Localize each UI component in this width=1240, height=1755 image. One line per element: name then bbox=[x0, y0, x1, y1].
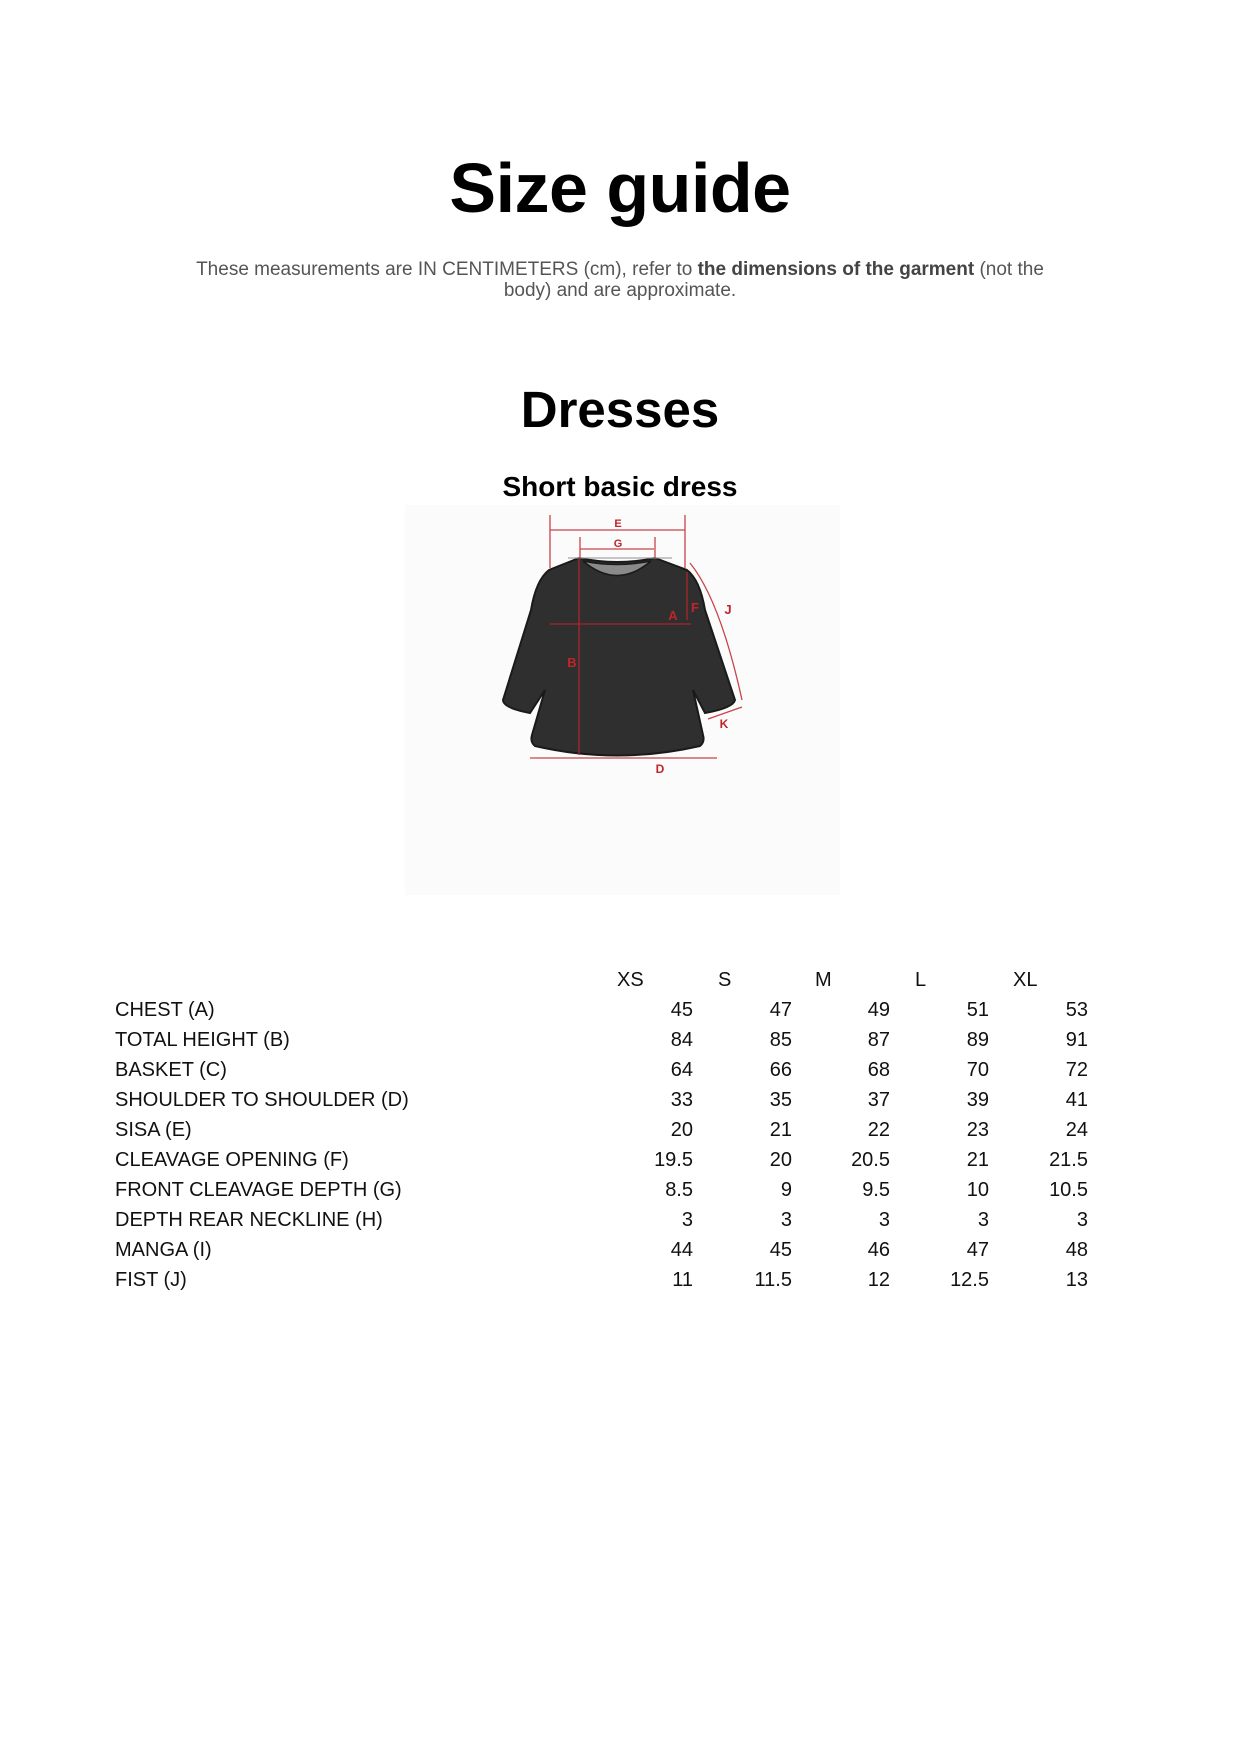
measurement-value: 3 bbox=[681, 1209, 693, 1231]
measurement-label: FRONT CLEAVAGE DEPTH (G) bbox=[115, 1179, 402, 1201]
measurement-value: 23 bbox=[966, 1119, 989, 1141]
measurement-value: 11 bbox=[672, 1269, 693, 1291]
measurement-value: 47 bbox=[769, 999, 792, 1021]
size-header-m: M bbox=[815, 969, 832, 991]
measurement-value: 64 bbox=[670, 1059, 693, 1081]
measurement-label: FIST (J) bbox=[115, 1269, 187, 1291]
measurement-value: 20 bbox=[670, 1119, 693, 1141]
measurement-value: 24 bbox=[1065, 1119, 1088, 1141]
measurement-value: 66 bbox=[769, 1059, 792, 1081]
measurement-value: 3 bbox=[977, 1209, 989, 1231]
measurement-value: 22 bbox=[867, 1119, 890, 1141]
measurement-value: 10.5 bbox=[1049, 1179, 1088, 1201]
diagram-label-a: A bbox=[668, 608, 678, 623]
diagram-label-j: J bbox=[724, 602, 732, 617]
measurement-value: 45 bbox=[670, 999, 693, 1021]
measurement-note bbox=[190, 259, 1050, 301]
measurement-value: 21 bbox=[966, 1149, 989, 1171]
measurement-value: 51 bbox=[966, 999, 989, 1021]
section-title: Dresses bbox=[520, 381, 720, 438]
measurement-value: 72 bbox=[1065, 1059, 1088, 1081]
measurement-value: 47 bbox=[966, 1239, 989, 1261]
garment-diagram bbox=[405, 505, 840, 895]
measurement-value: 87 bbox=[867, 1029, 890, 1051]
page-title: Size guide bbox=[449, 149, 791, 227]
measurement-value: 37 bbox=[867, 1089, 890, 1111]
measurement-value: 21 bbox=[769, 1119, 792, 1141]
measurement-value: 21.5 bbox=[1049, 1149, 1088, 1171]
measurement-value: 3 bbox=[878, 1209, 890, 1231]
size-header-xs: XS bbox=[617, 969, 644, 991]
measurement-value: 84 bbox=[670, 1029, 693, 1051]
measurement-value: 3 bbox=[780, 1209, 792, 1231]
measurement-label: SHOULDER TO SHOULDER (D) bbox=[115, 1089, 409, 1111]
measurement-value: 19.5 bbox=[654, 1149, 693, 1171]
diagram-label-g: G bbox=[613, 538, 623, 550]
diagram-label-e: E bbox=[614, 518, 622, 530]
measurement-value: 68 bbox=[867, 1059, 890, 1081]
measurement-value: 13 bbox=[1065, 1269, 1088, 1291]
measurement-value: 33 bbox=[670, 1089, 693, 1111]
measurement-note-text-end: (not the body) and are approximate. bbox=[503, 259, 1044, 301]
measurement-value: 35 bbox=[769, 1089, 792, 1111]
measurement-value: 9 bbox=[780, 1179, 792, 1201]
size-header-l: L bbox=[915, 969, 927, 991]
measurement-note-emphasis: the dimensions of the garment bbox=[697, 259, 975, 280]
measurement-value: 44 bbox=[670, 1239, 693, 1261]
measurement-label: CHEST (A) bbox=[115, 999, 215, 1021]
diagram-label-b: B bbox=[567, 655, 577, 670]
dress-illustration bbox=[405, 505, 840, 895]
diagram-label-d: D bbox=[655, 762, 665, 776]
measurement-label: SISA (E) bbox=[115, 1119, 192, 1141]
measurement-value: 12 bbox=[867, 1269, 890, 1291]
product-title: Short basic dress bbox=[502, 471, 738, 502]
measurement-value: 48 bbox=[1065, 1239, 1088, 1261]
diagram-label-f: F bbox=[691, 600, 699, 615]
measurement-value: 46 bbox=[867, 1239, 890, 1261]
measurement-label: DEPTH REAR NECKLINE (H) bbox=[115, 1209, 383, 1231]
measurement-value: 9.5 bbox=[862, 1179, 890, 1201]
size-header-s: S bbox=[718, 969, 732, 991]
measurement-value: 11.5 bbox=[754, 1269, 792, 1291]
measurement-label: CLEAVAGE OPENING (F) bbox=[115, 1149, 349, 1171]
measurement-label: MANGA (I) bbox=[115, 1239, 212, 1261]
measurement-value: 45 bbox=[769, 1239, 792, 1261]
measurement-value: 53 bbox=[1065, 999, 1088, 1021]
measurement-value: 20.5 bbox=[851, 1149, 890, 1171]
diagram-label-k: K bbox=[719, 717, 729, 731]
measurement-note-text: These measurements are IN CENTIMETERS (cm), refer to bbox=[196, 259, 698, 280]
measurement-value: 85 bbox=[769, 1029, 792, 1051]
measurement-value: 10 bbox=[966, 1179, 989, 1201]
measurement-value: 41 bbox=[1065, 1089, 1088, 1111]
measurement-value: 8.5 bbox=[665, 1179, 693, 1201]
measurement-value: 89 bbox=[966, 1029, 989, 1051]
size-header-xl: XL bbox=[1013, 969, 1038, 991]
measurement-value: 49 bbox=[867, 999, 890, 1021]
measurement-value: 20 bbox=[769, 1149, 792, 1171]
measurement-value: 12.5 bbox=[950, 1269, 989, 1291]
measurement-value: 70 bbox=[966, 1059, 989, 1081]
measurement-label: TOTAL HEIGHT (B) bbox=[115, 1029, 290, 1051]
measurement-label: BASKET (C) bbox=[115, 1059, 227, 1081]
measurement-value: 39 bbox=[966, 1089, 989, 1111]
measurement-value: 3 bbox=[1076, 1209, 1088, 1231]
measurement-value: 91 bbox=[1065, 1029, 1088, 1051]
